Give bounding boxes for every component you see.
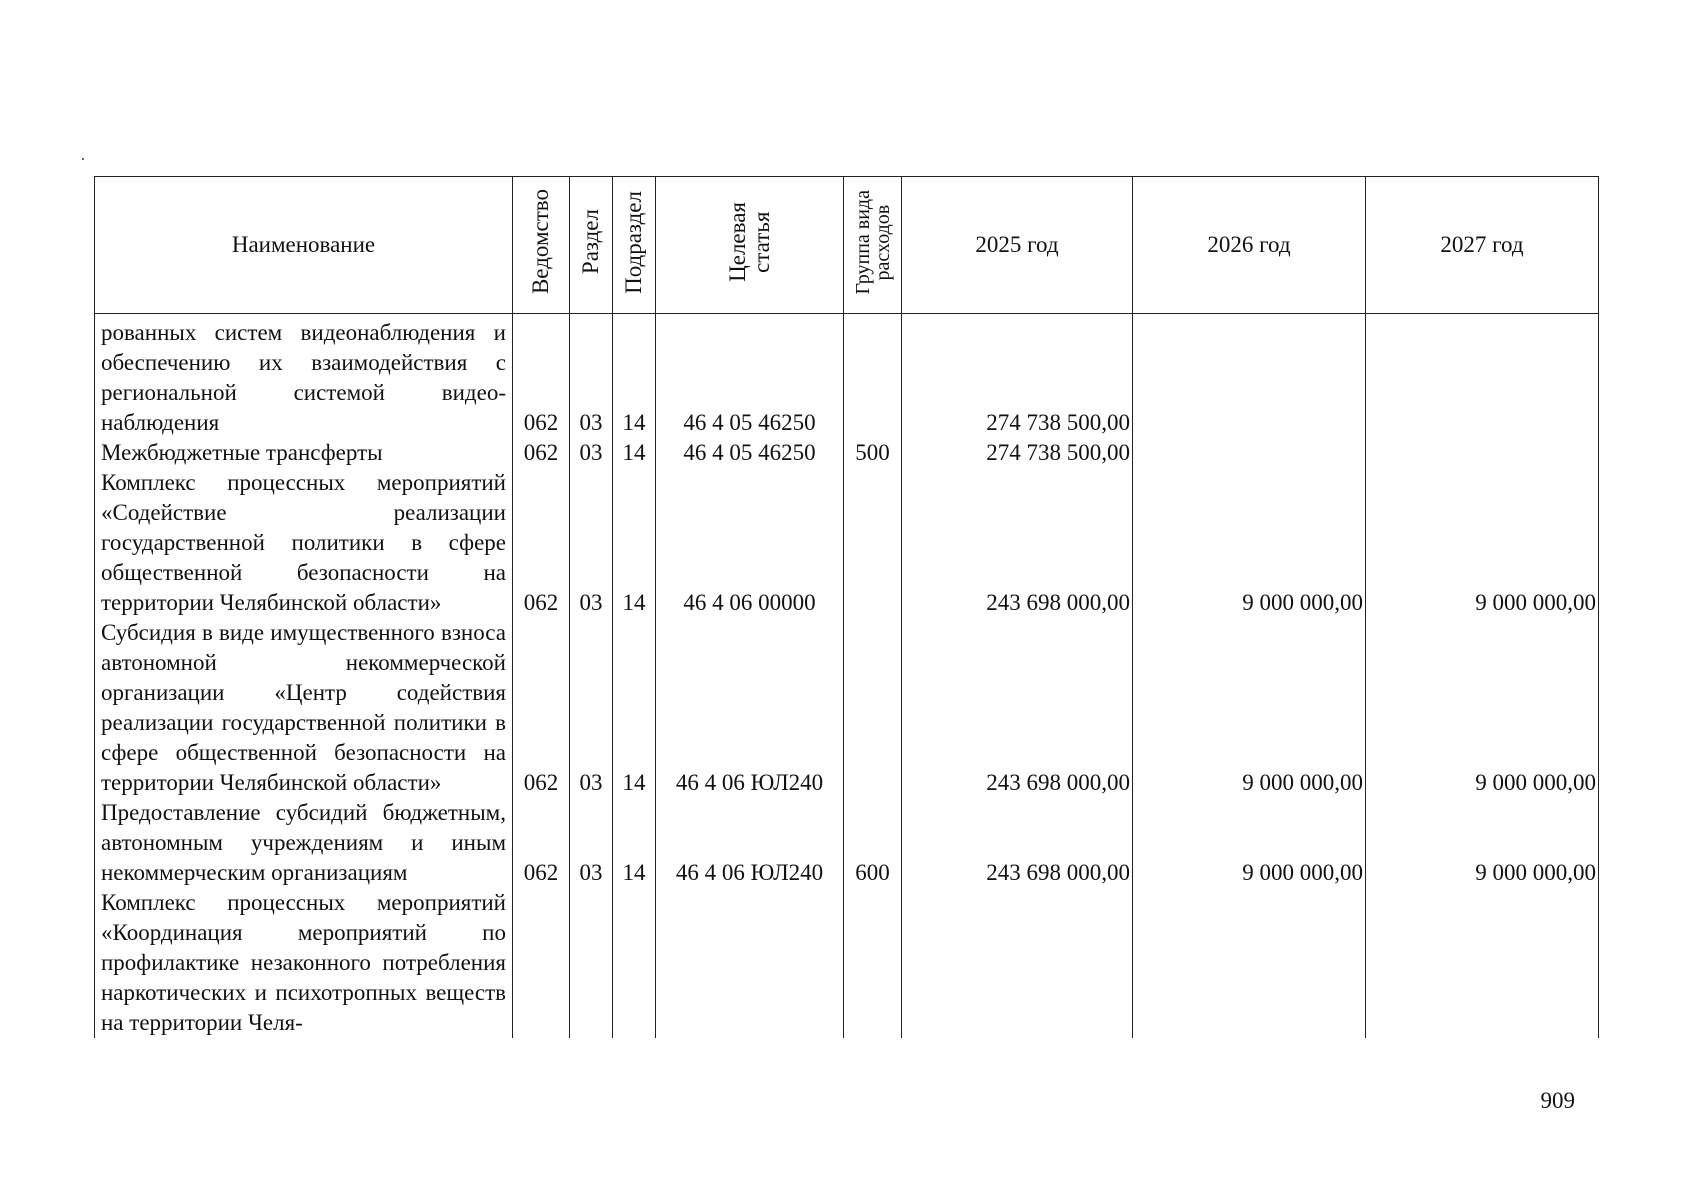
header-expense-group-line2: расходов <box>871 204 894 280</box>
header-year-2026: 2026 год <box>1133 177 1366 314</box>
row-amount-2025: 274 738 500,00 <box>902 438 1133 468</box>
row-section <box>570 888 613 1038</box>
header-department: Ведомство <box>513 177 570 314</box>
table-row <box>95 314 1599 439</box>
budget-table <box>94 176 1599 1038</box>
row-amount-2025 <box>902 888 1133 1038</box>
row-amount-2026 <box>1133 888 1366 1038</box>
row-section: 03 <box>570 798 613 888</box>
row-department: 062 <box>513 438 570 468</box>
row-expense-group: 500 <box>844 438 902 468</box>
header-row <box>95 177 1599 314</box>
row-target-article: 46 4 06 00000 <box>656 468 844 618</box>
row-amount-2026 <box>1133 314 1366 439</box>
row-department: 062 <box>513 468 570 618</box>
row-subsection <box>613 888 656 1038</box>
row-amount-2025: 243 698 000,00 <box>902 798 1133 888</box>
table-row <box>95 888 1599 1038</box>
row-expense-group <box>844 314 902 439</box>
row-name: рованных систем видеонаблюдения и обеспечению их взаимодействия с региональной системой видео-наблюдения <box>95 314 513 439</box>
row-subsection: 14 <box>613 798 656 888</box>
table-row <box>95 618 1599 798</box>
row-target-article: 46 4 06 ЮЛ240 <box>656 618 844 798</box>
table-row <box>95 798 1599 888</box>
header-expense-group <box>844 177 902 314</box>
row-subsection: 14 <box>613 314 656 439</box>
header-section: Раздел <box>570 177 613 314</box>
header-name: Наименование <box>95 177 513 314</box>
row-amount-2027 <box>1366 314 1599 439</box>
row-expense-group <box>844 468 902 618</box>
row-target-article <box>656 888 844 1038</box>
row-expense-group <box>844 618 902 798</box>
row-department: 062 <box>513 314 570 439</box>
row-amount-2025: 243 698 000,00 <box>902 618 1133 798</box>
row-subsection: 14 <box>613 438 656 468</box>
row-department <box>513 888 570 1038</box>
row-name: Предоставление субсидий бюджетным, автономным учреждениям и иным некоммерческим организациям <box>95 798 513 888</box>
header-target-article <box>656 177 844 314</box>
row-amount-2027: 9 000 000,00 <box>1366 468 1599 618</box>
row-name: Комплекс процессных мероприятий «Содействие реализации государственной политики в сфере общественной безопасности на территории Челябинской области» <box>95 468 513 618</box>
row-target-article: 46 4 06 ЮЛ240 <box>656 798 844 888</box>
row-section: 03 <box>570 314 613 439</box>
row-department: 062 <box>513 618 570 798</box>
row-department: 062 <box>513 798 570 888</box>
header-subsection: Подраздел <box>613 177 656 314</box>
row-expense-group: 600 <box>844 798 902 888</box>
header-year-2027: 2027 год <box>1366 177 1599 314</box>
row-subsection: 14 <box>613 468 656 618</box>
header-expense-group-line1: Группа вида <box>851 189 874 295</box>
page-number: 909 <box>1540 1088 1575 1113</box>
row-amount-2027 <box>1366 888 1599 1038</box>
row-expense-group <box>844 888 902 1038</box>
row-name: Комплекс процессных мероприятий «Координация мероприятий по профилактике незаконного потребления наркотических и психотропных веществ на территории Челя- <box>95 888 513 1038</box>
row-section: 03 <box>570 438 613 468</box>
scan-artifact <box>82 158 84 160</box>
row-amount-2026: 9 000 000,00 <box>1133 798 1366 888</box>
header-target-article-line2: статья <box>748 211 774 273</box>
row-amount-2026: 9 000 000,00 <box>1133 468 1366 618</box>
table-row <box>95 438 1599 468</box>
row-amount-2026 <box>1133 438 1366 468</box>
row-amount-2027: 9 000 000,00 <box>1366 798 1599 888</box>
table-row <box>95 468 1599 618</box>
row-amount-2027 <box>1366 438 1599 468</box>
row-amount-2026: 9 000 000,00 <box>1133 618 1366 798</box>
header-year-2025: 2025 год <box>902 177 1133 314</box>
row-name: Межбюджетные трансферты <box>95 438 513 468</box>
row-name: Субсидия в виде имущественного взноса автономной некоммерческой организации «Центр содействия реализации государственной политики в сфере общественной безопасности на территории Челябинской области» <box>95 618 513 798</box>
row-target-article: 46 4 05 46250 <box>656 314 844 439</box>
row-section: 03 <box>570 618 613 798</box>
row-target-article: 46 4 05 46250 <box>656 438 844 468</box>
row-amount-2025: 274 738 500,00 <box>902 314 1133 439</box>
row-subsection: 14 <box>613 618 656 798</box>
row-amount-2025: 243 698 000,00 <box>902 468 1133 618</box>
row-amount-2027: 9 000 000,00 <box>1366 618 1599 798</box>
header-target-article-line1: Целевая <box>724 202 750 282</box>
row-section: 03 <box>570 468 613 618</box>
